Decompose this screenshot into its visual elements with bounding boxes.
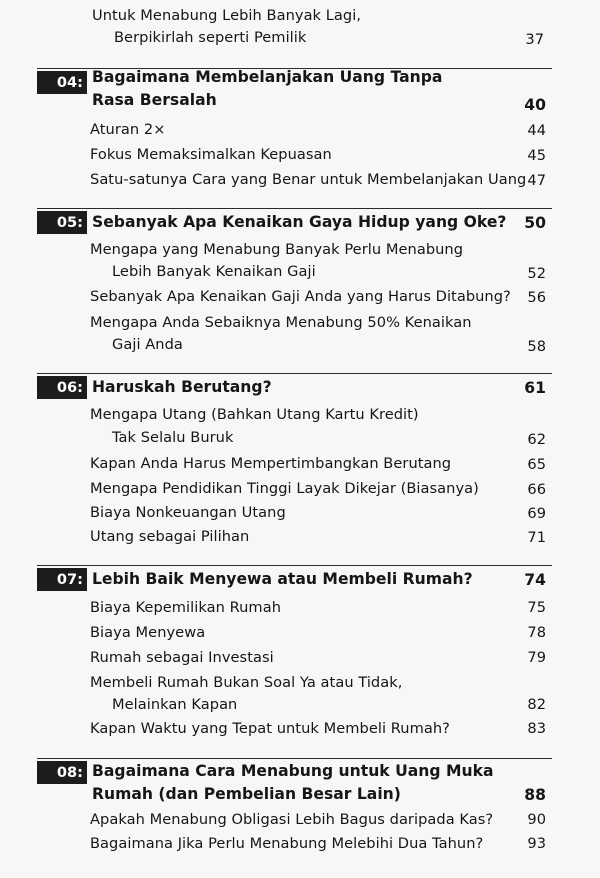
chapter-title-line: Bagaimana Cara Menabung untuk Uang Muka xyxy=(92,762,494,780)
chapter-number-badge: 05: xyxy=(37,211,87,234)
toc-entry-page: 45 xyxy=(527,147,546,164)
chapter-title-line: Bagaimana Membelanjakan Uang Tanpa xyxy=(92,68,443,86)
toc-entry-line: Untuk Menabung Lebih Banyak Lagi, xyxy=(92,7,362,24)
chapter-number-badge: 08: xyxy=(37,761,87,784)
toc-entry-line: Rumah sebagai Investasi xyxy=(90,649,274,666)
toc-entry-page: 62 xyxy=(527,431,546,448)
toc-entry-page: 44 xyxy=(527,122,546,139)
chapter-page: 50 xyxy=(524,214,546,232)
toc-entry-line: Lebih Banyak Kenaikan Gaji xyxy=(112,263,316,280)
toc-entry-page: 52 xyxy=(527,265,546,282)
toc-entry-line: Biaya Nonkeuangan Utang xyxy=(90,504,286,521)
toc-entry-line: Biaya Menyewa xyxy=(90,624,206,641)
toc-entry-line: Fokus Memaksimalkan Kepuasan xyxy=(90,146,332,163)
toc-entry-page: 83 xyxy=(527,720,546,737)
toc-entry-line: Mengapa Pendidikan Tinggi Layak Dikejar (Biasanya) xyxy=(90,480,479,497)
chapter-title-line: Sebanyak Apa Kenaikan Gaya Hidup yang Oke? xyxy=(92,213,507,231)
toc-entry-line: Gaji Anda xyxy=(112,336,183,353)
chapter-divider xyxy=(37,208,552,209)
toc-entry-page: 66 xyxy=(527,481,546,498)
toc-entry-line: Membeli Rumah Bukan Soal Ya atau Tidak, xyxy=(90,674,403,691)
toc-entry-line: Biaya Kepemilikan Rumah xyxy=(90,599,281,616)
chapter-title-line: Haruskah Berutang? xyxy=(92,378,272,396)
chapter-number-badge: 04: xyxy=(37,71,87,94)
toc-entry-line: Mengapa yang Menabung Banyak Perlu Menabung xyxy=(90,241,464,258)
toc-entry-line: Kapan Waktu yang Tepat untuk Membeli Rumah? xyxy=(90,720,450,737)
toc-entry-page: 75 xyxy=(527,599,546,616)
chapter-title-line: Rumah (dan Pembelian Besar Lain) xyxy=(92,785,401,803)
toc-entry-line: Apakah Menabung Obligasi Lebih Bagus daripada Kas? xyxy=(90,811,494,828)
chapter-page: 61 xyxy=(524,379,546,397)
toc-entry-line: Aturan 2× xyxy=(90,121,166,138)
toc-entry-page: 71 xyxy=(527,529,546,546)
toc-entry-line: Mengapa Utang (Bahkan Utang Kartu Kredit) xyxy=(90,406,419,423)
toc-entry-page: 65 xyxy=(527,456,546,473)
toc-entry-page: 69 xyxy=(527,505,546,522)
toc-entry-page: 79 xyxy=(527,649,546,666)
chapter-page: 40 xyxy=(524,96,546,114)
chapter-page: 88 xyxy=(524,786,546,804)
toc-entry-page: 78 xyxy=(527,624,546,641)
toc-entry-page: 37 xyxy=(525,31,544,48)
chapter-title-line: Rasa Bersalah xyxy=(92,91,217,109)
toc-entry-line: Kapan Anda Harus Mempertimbangkan Berutang xyxy=(90,455,452,472)
chapter-number-badge: 07: xyxy=(37,568,87,591)
toc-entry-line: Melainkan Kapan xyxy=(112,696,238,713)
toc-entry-page: 93 xyxy=(527,835,546,852)
toc-entry-page: 56 xyxy=(527,289,546,306)
chapter-title-line: Lebih Baik Menyewa atau Membeli Rumah? xyxy=(92,570,473,588)
chapter-page: 74 xyxy=(524,571,546,589)
chapter-divider xyxy=(37,758,552,759)
chapter-number-badge: 06: xyxy=(37,376,87,399)
toc-entry-line: Tak Selalu Buruk xyxy=(112,429,234,446)
toc-entry-line: Satu-satunya Cara yang Benar untuk Membelanjakan Uang xyxy=(90,171,527,188)
toc-entry-line: Utang sebagai Pilihan xyxy=(90,528,250,545)
toc-entry-page: 47 xyxy=(527,172,546,189)
toc-entry-line: Berpikirlah seperti Pemilik xyxy=(114,29,307,46)
toc-entry-page: 82 xyxy=(527,696,546,713)
toc-entry-line: Sebanyak Apa Kenaikan Gaji Anda yang Harus Ditabung? xyxy=(90,288,511,305)
toc-entry-page: 58 xyxy=(527,338,546,355)
chapter-divider xyxy=(37,373,552,374)
chapter-divider xyxy=(37,565,552,566)
toc-entry-line: Bagaimana Jika Perlu Menabung Melebihi Dua Tahun? xyxy=(90,835,484,852)
toc-entry-line: Mengapa Anda Sebaiknya Menabung 50% Kenaikan xyxy=(90,314,472,331)
toc-entry-page: 90 xyxy=(527,811,546,828)
